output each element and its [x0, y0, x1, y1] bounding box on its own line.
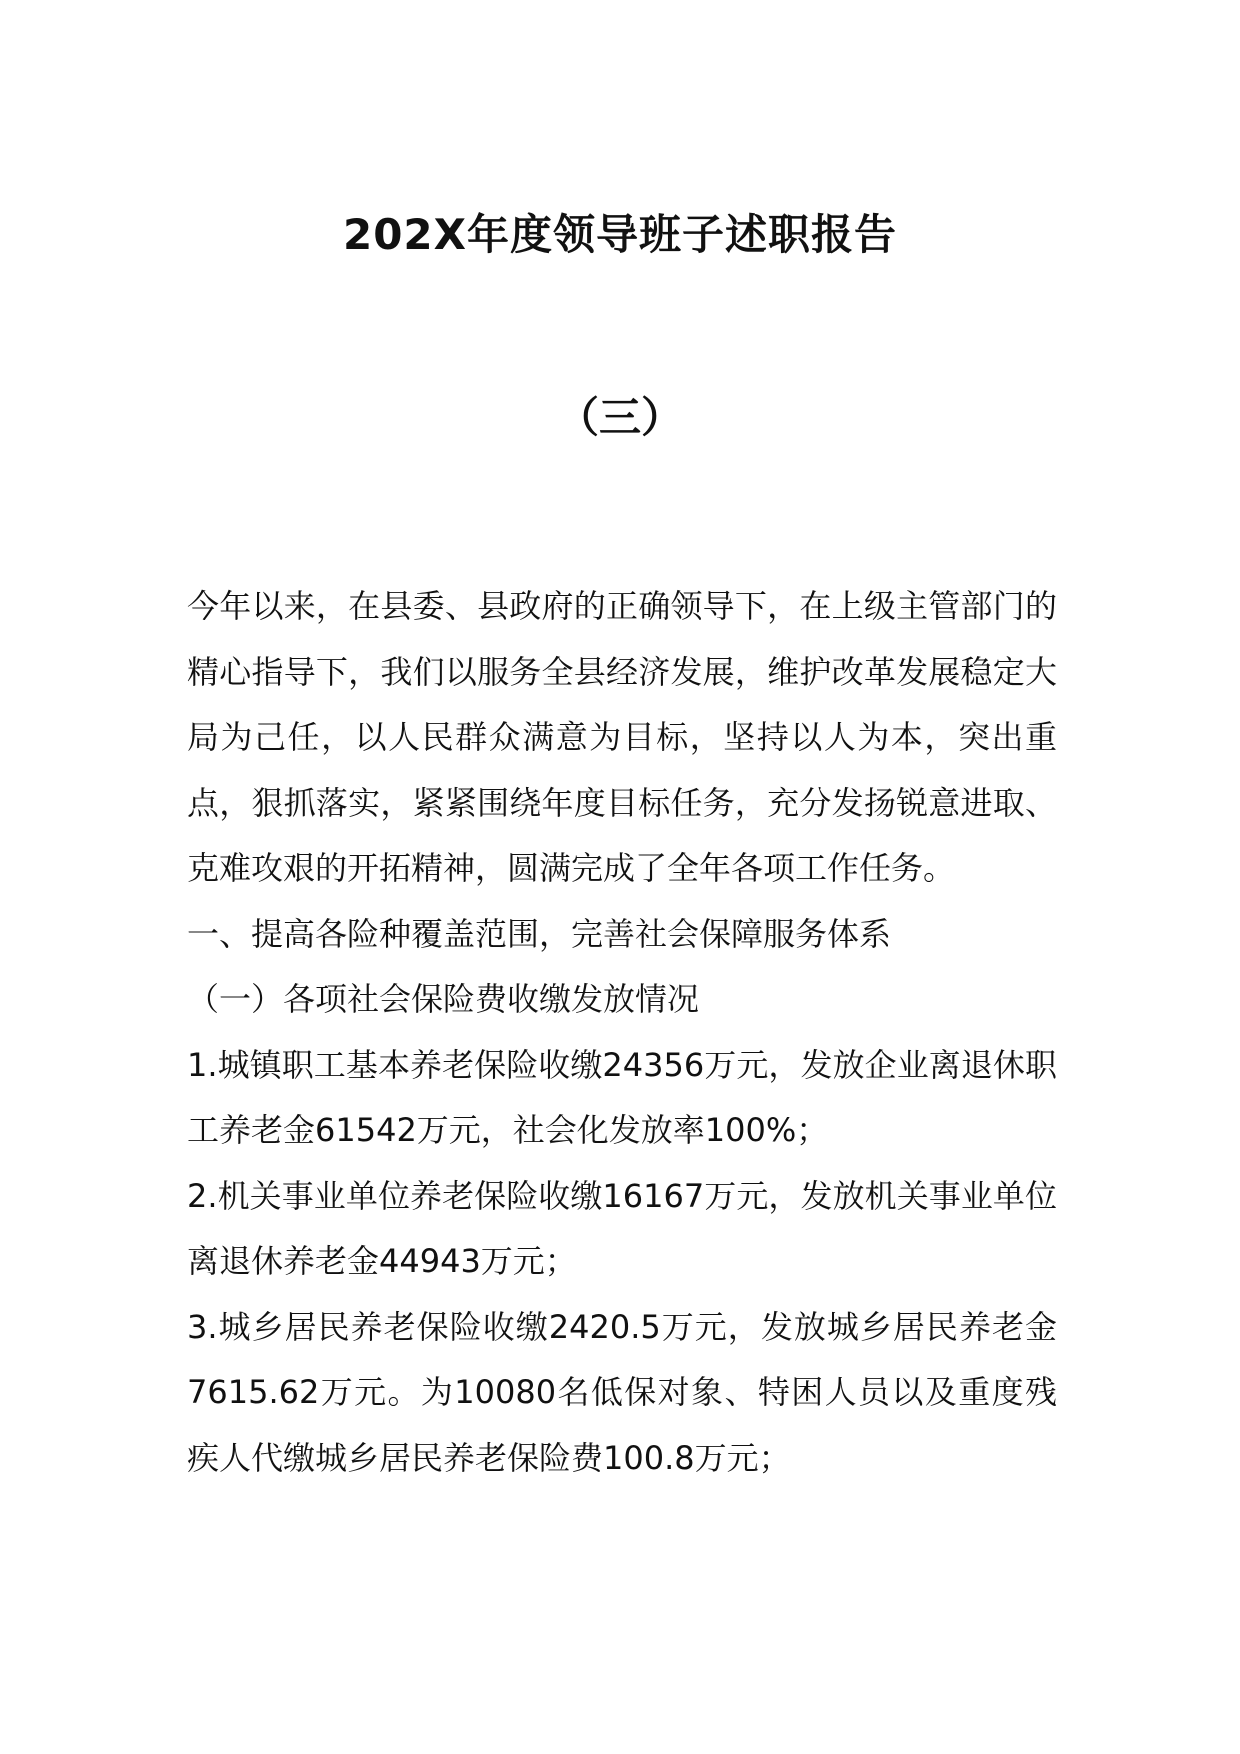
- list-item-3: 3.城乡居民养老保险收缴2420.5万元，发放城乡居民养老金7615.62万元。为10080名低保对象、特困人员以及重度残疾人代缴城乡居民养老保险费100.8万元；: [187, 1307, 1057, 1477]
- list-item-2: 2.机关事业单位养老保险收缴16167万元，发放机关事业单位离退休养老金44943万元；: [187, 1176, 1057, 1280]
- document-title: 202X年度领导班子述职报告: [342, 210, 898, 259]
- paragraph-intro: 今年以来，在县委、县政府的正确领导下，在上级主管部门的精心指导下，我们以服务全县经济发展，维护改革发展稳定大局为己任，以人民群众满意为目标，坚持以人为本，突出重点，狠抓落实，紧紧围绕年度目标任务，充分发扬锐意进取、克难攻艰的开拓精神，圆满完成了全年各项工作任务。: [187, 587, 1057, 887]
- document-subtitle: （三）: [556, 393, 683, 442]
- document-body: [187, 574, 1057, 1491]
- list-item-1: 1.城镇职工基本养老保险收缴24356万元，发放企业离退休职工养老金61542万元，社会化发放率100%；: [187, 1045, 1057, 1149]
- subsection-heading-1: （一）各项社会保险费收缴发放情况: [187, 980, 700, 1018]
- section-heading-1: 一、提高各险种覆盖范围，完善社会保障服务体系: [187, 914, 892, 953]
